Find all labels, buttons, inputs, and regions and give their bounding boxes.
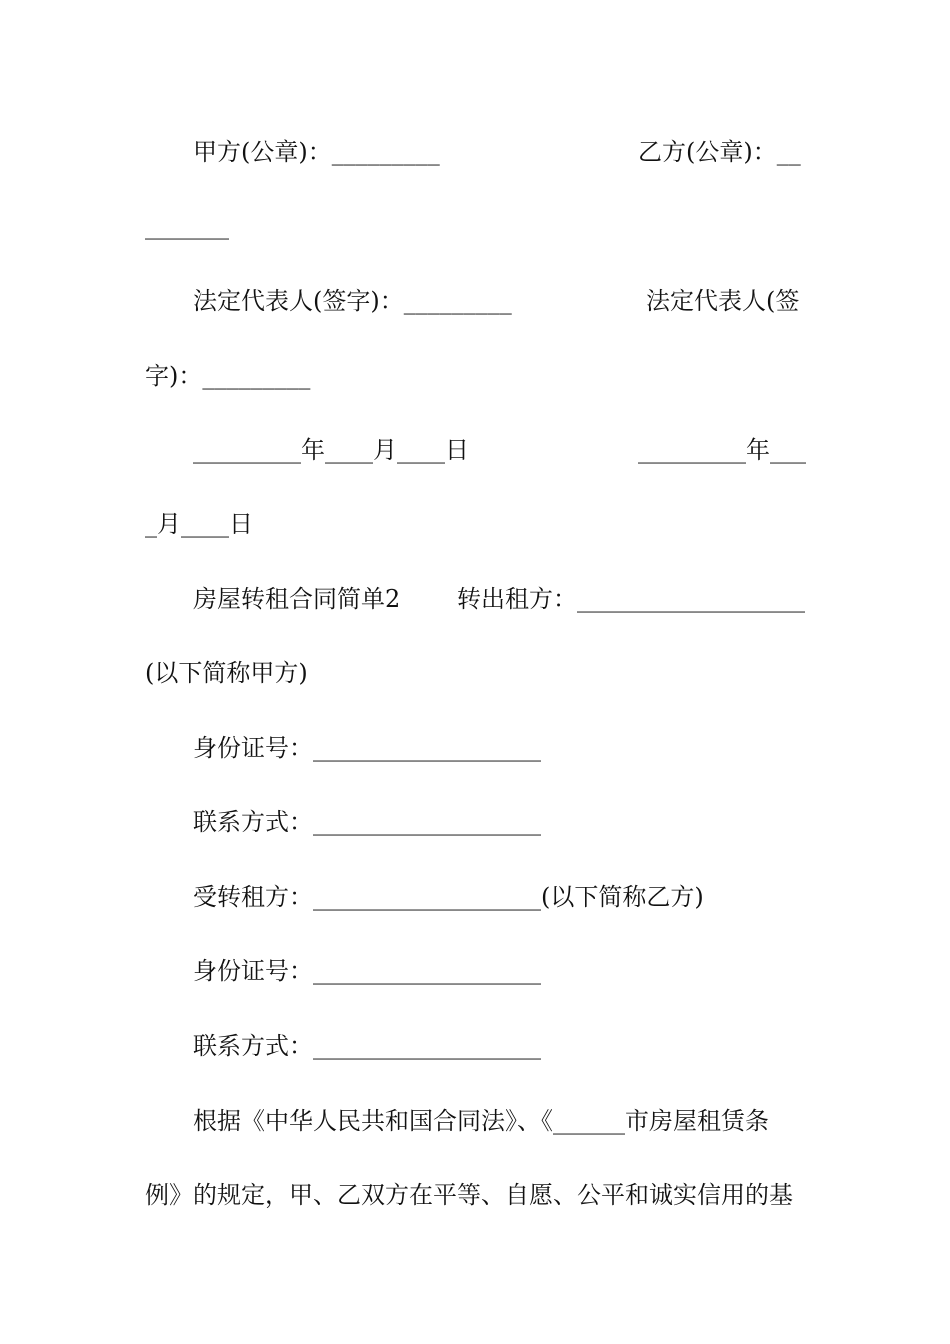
body-paragraph-line-1: 根据《中华人民共和国合同法》、《______市房屋租赁条: [193, 1107, 769, 1135]
party-b-representative-line: 法定代表人(签: [646, 287, 800, 315]
sublessor-line: 转出租方：___________________: [457, 585, 805, 613]
sublessee-contact-line: 联系方式：___________________: [193, 1032, 541, 1060]
party-b-seal-line: 乙方(公章)：__: [638, 138, 801, 166]
sublessor-id-line: 身份证号：___________________: [193, 734, 541, 762]
body-paragraph-line-2: 例》的规定，甲、乙双方在平等、自愿、公平和诚实信用的基: [145, 1181, 793, 1209]
party-a-seal-line: 甲方(公章)：_________: [193, 138, 440, 166]
party-b-seal-line-continued: _______: [145, 212, 229, 240]
sublessee-id-line: 身份证号：___________________: [193, 957, 541, 985]
sublessor-contact-line: 联系方式：___________________: [193, 808, 541, 836]
party-a-date-line: _________年____月____日: [193, 436, 469, 464]
party-b-date-line: _________年___: [638, 436, 806, 464]
party-a-representative-line: 法定代表人(签字)：_________: [193, 287, 512, 315]
party-b-date-line-continued: _月____日: [145, 510, 253, 538]
contract-section-title: 房屋转租合同简单2: [193, 585, 401, 613]
party-b-representative-line-continued: 字)：_________: [145, 362, 311, 390]
sublessee-line: 受转租方：___________________(以下简称乙方): [193, 883, 704, 911]
sublessor-alias: (以下简称甲方): [145, 659, 308, 687]
